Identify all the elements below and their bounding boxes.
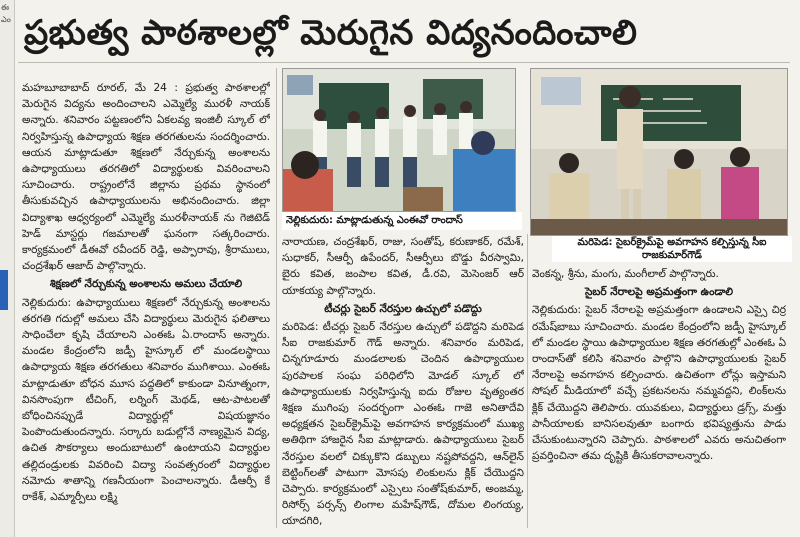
headline: ప్రభుత్వ పాఠశాలల్లో మెరుగైన విద్యనందించాలి — [24, 13, 638, 53]
section-subhead: టీచర్లు సైబర్ నేరస్తుల ఉచ్చులో పడొద్దు — [324, 302, 482, 315]
adjacent-article-edge — [0, 0, 15, 537]
column-divider — [276, 68, 277, 528]
photo1-caption: నెల్లికుదురు: మాట్లాడుతున్న ఎంఈవో రాందాస్ — [282, 212, 522, 230]
photo-image — [531, 69, 787, 235]
paragraph: నారాయణ, చంద్రశేఖర్, రాజు, సంతోష్, కరుణాకర్, రమేశ్, సుధాకర్, సీఆర్పీ ఉపేందర్, సీఆర్పీలు బొడ్డు వీరస్వామి, బైరు కవిత, జంపాల కవిత, డీ.రవి, మెసెంజర్ ఆర్ యాకయ్య పాల్గొన్నారు. — [282, 236, 524, 297]
photo-image — [283, 69, 515, 211]
paragraph: మహబూబాబాద్ రూరల్, మే 24 : ప్రభుత్వ పాఠశాలల్లో మెరుగైన విద్యను అందించాలని ఎమ్మెల్యే మురళీ నాయక్ అన్నారు. శనివారం పట్టణంలోని ఏకలవ్య ఇంజిలీ స్కూల్ లో నిర్వహిస్తున్న ఉపాధ్యాయ శిక్షణ తరగతులను సందర్శించారు. ఆయన మాట్లాడుతూ శిక్షణలో నేర్చుకున్న అంశాలను ఉపాధ్యాయులు తరగతిలో విద్యార్థులకు వివరించాలని సూచించారు. రాష్ట్రంలోనే జిల్లాను ప్రథమ స్థానంలో తీసుకువచ్చిన ఉపాధ్యాయులను అభినందించారు. జిల్లా విద్యాశాఖ ఆధ్వర్యంలో ఎమ్మెల్యే మురళీనాయక్ ను గెజిటెడ్ హెడ్ మాస్టర్లు గజమాలతో ఘనంగా సత్కరించారు. కార్యక్రమంలో డీఈవో రవీందర్ రెడ్డి, అప్పారావు, శ్రీరాములు, చంద్రశేఖర్ ఆజాద్ పాల్గొన్నారు. — [22, 82, 270, 273]
photo2-caption: మరిపెడ: సైబర్‌క్రైమ్‌పై అవగాహన కల్పిస్తున్న సీఐ రాజకుమార్‌గౌడ్ — [552, 236, 792, 262]
edge-color-strip — [0, 270, 8, 310]
photo-classroom-teacher-addressing — [282, 68, 516, 212]
article-column-3 — [532, 266, 786, 528]
paragraph: మరిపెడ: టీచర్లు సైబర్ నేరస్తుల ఉచ్చులో పడొద్దని మరిపెడ సీఐ రాజకుమార్ గౌడ్ అన్నారు. శనివారం మరిపెడ, చిన్నగూడూరు మండలాలకు చెందిన ఉపాధ్యాయుల పురపాలక సంఘ పరిధిలోని మోడల్ స్కూల్ లో ఉపాధ్యాయులకు నిర్వహిస్తున్న ఐదు రోజుల వృత్యంతర శిక్షణ ముగింపు సందర్భంగా ఎంఈఓ గాజె అనితాదేవి అధ్యక్షతన సైబర్‌క్రైమ్‌పై అవగాహన కార్యక్రమంలో ముఖ్య అతిథిగా హాజరైన సీఐ మాట్లాడారు. ఉపాధ్యాయులు సైబర్ నేరస్తుల వలలో చిక్కుకొని డబ్బులు నష్టపోవద్దని, ఆన్‌లైన్ బెట్టింగ్‌లతో పాటుగా మోసపు లింకులను క్లిక్ చేయొద్దని చెప్పారు. కార్యక్రమంలో ఎస్సైలు సంతోష్‌కుమార్, అంజమ్మ, రిసోర్స్ పర్సన్స్ లింగాల మహేష్‌గౌడ్, దోమల లింగయ్య, యాదగిరి, — [282, 321, 524, 528]
section-subhead: సైబర్ నేరాలపై అప్రమత్తంగా ఉండాలి — [584, 286, 734, 299]
paragraph: వెంకన్న, శ్రీను, మంగు, మంగీలాల్ పాల్గొన్నారు. — [532, 268, 719, 280]
photo-police-officer-speaking — [530, 68, 788, 236]
paragraph: నెల్లికుదురు: సైబర్ నేరాలపై అప్రమత్తంగా ఉండాలని ఎస్సై చిర్ర రమేష్‌బాబు సూచించారు. మండల కేంద్రంలోని జడ్పీ హైస్కూల్ లో మండల స్థాయి ఉపాధ్యాయుల శిక్షణ తరగతుల్లో ఎంఈఓ ఏ రాందాస్‌తో కలిసి శనివారం పాల్గొని ఉపాధ్యాయులకు సైబర్‌ నేరాలపై అవగాహన కల్పించారు. ఉచితంగా లోన్లు ఇస్తామని సోషల్ మీడియాలో వచ్చే ప్రకటనలను నమ్మవద్దని, లింక్‌లను క్లిక్ చేయొద్దని తెలిపారు. యువకులు, విద్యార్థులు డ్రగ్స్, మత్తు పానీయాలకు బానిసలవుతూ బంగారు భవిష్యత్తును పాడు చేసుకుంటున్నారని చెప్పారు. పాఠశాలలో ఎవరు అనుచితంగా ప్రవర్తించినా తమ దృష్టికి తీసుకరావాలన్నారు. — [532, 304, 786, 463]
headline-divider — [18, 62, 790, 63]
article-column-2 — [282, 234, 524, 528]
section-subhead: శిక్షణలో నేర్చుకున్న అంశాలను అమలు చేయాలి — [49, 278, 243, 291]
paragraph: నెల్లికుదురు: ఉపాధ్యాయులు శిక్షణలో నేర్చుకున్న అంశాలను తరగతి గదుల్లో అమలు చేసి విద్యార్థులు మెరుగైన ఫలితాలు సాధించేలా కృషి చేయాలని ఎంఈఓ ఏ.రాందాస్ అన్నారు. మండల కేంద్రంలోని జడ్పీ హైస్కూల్ లో మండలస్థాయి ఉపాధ్యాయ శిక్షణ తరగతులు శనివారం ముగిశాయి. ఎంఈఓ మాట్లాడుతూ బోధన మూస పద్ధతిలో కాకుండా వినూత్నంగా, వినసొంపుగా టీచింగ్, లర్నింగ్ మెథడ్, ఆట-పాటలతో బోధించినప్పుడే విద్యార్థుల్లో విషయజ్ఞానం పెంపొందుతుందన్నారు. సర్కారు బడుల్లోనే నాణ్యమైన విద్య, ఉచిత సౌకర్యాలు అందుబాటులో ఉంటాయని విద్యార్థుల తల్లిదండ్రులకు వివరించి విద్యా సంవత్సరంలో విద్యార్థుల నమోదు శాతాన్ని గణనీయంగా పెంచాలన్నారు. డీఆర్పీ కే రాకేశ్, ఎమ్మార్పీలు లక్ష్మి — [22, 296, 270, 504]
edge-text: ఈ ఎం — [1, 3, 11, 24]
column-divider — [527, 234, 528, 528]
article-column-1 — [22, 80, 270, 528]
